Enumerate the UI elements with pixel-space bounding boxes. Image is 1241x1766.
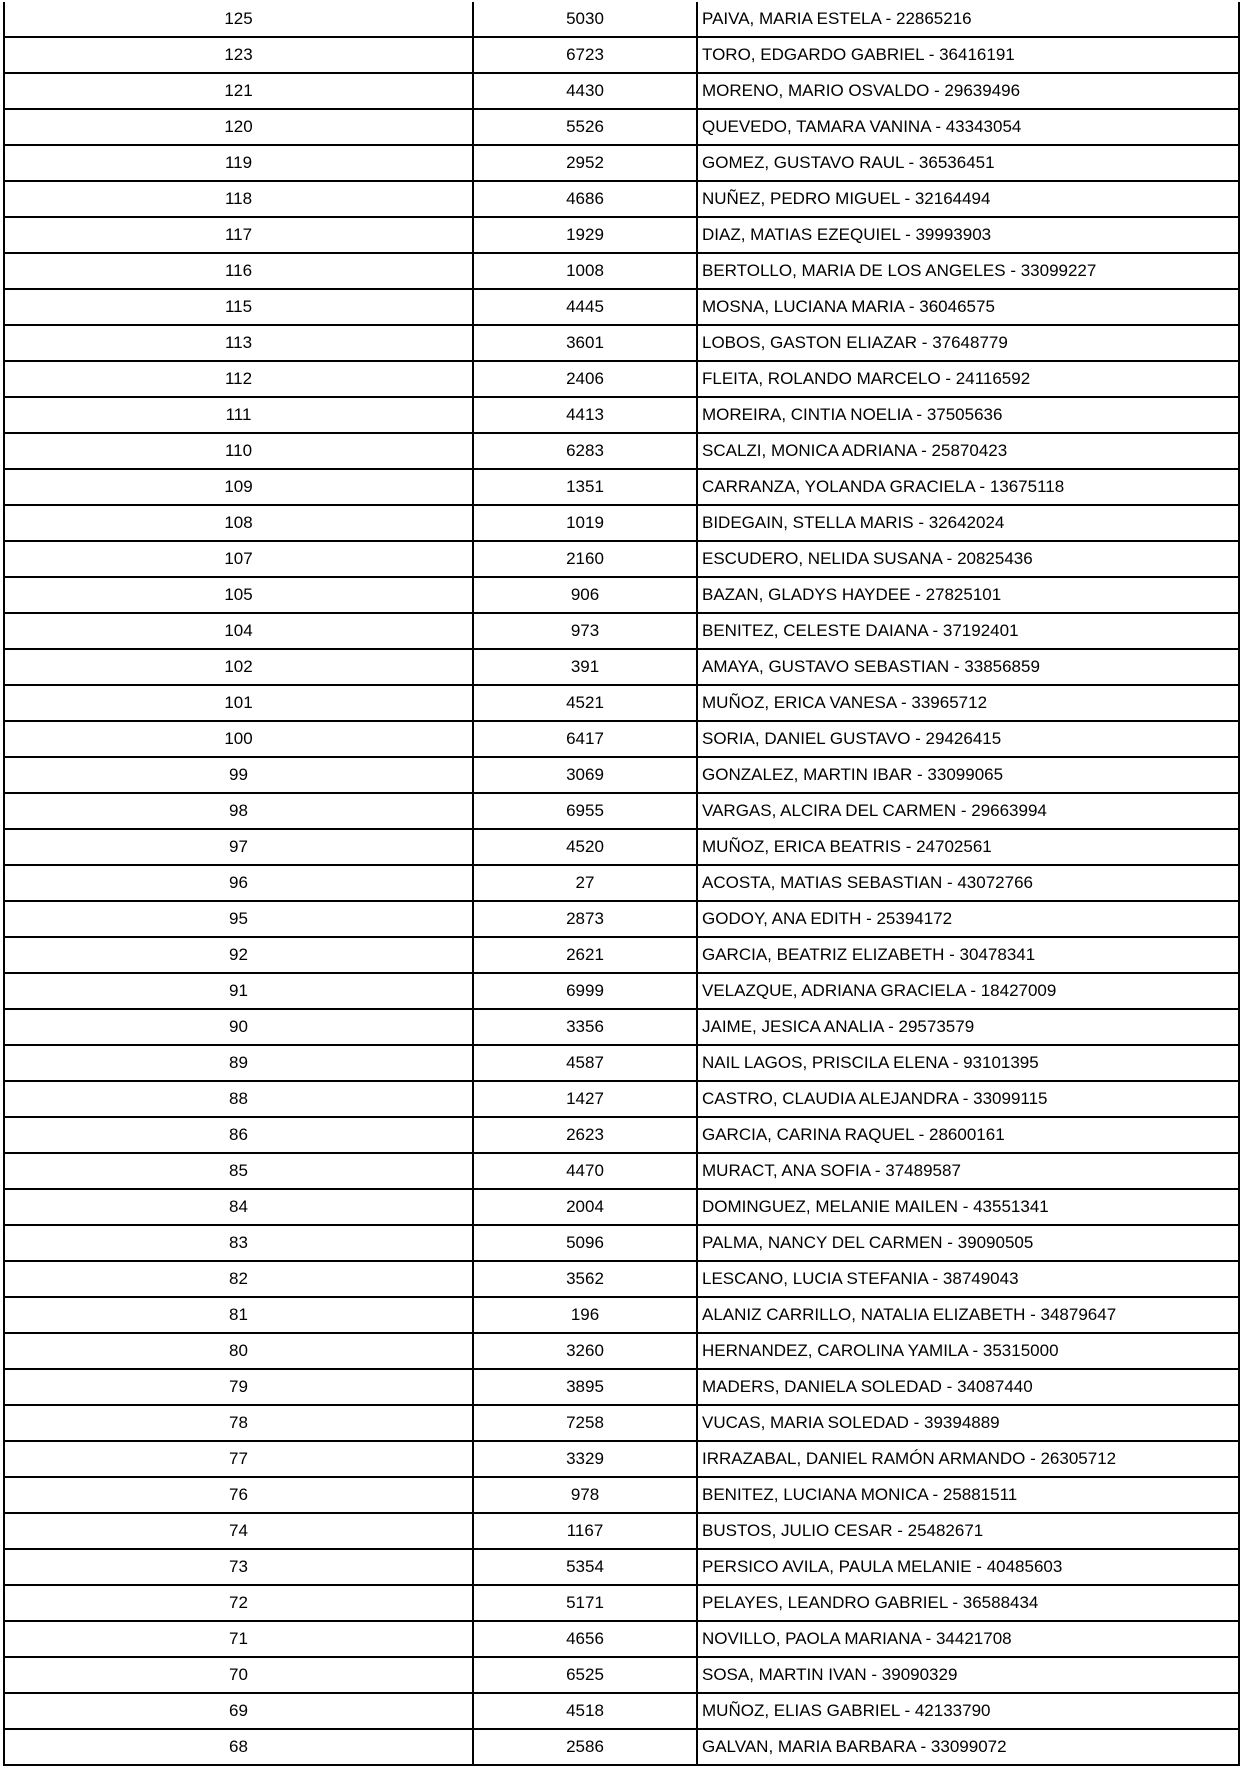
table-row [4, 1297, 1239, 1333]
file-number-cell: 973 [473, 613, 697, 649]
table-row [4, 1261, 1239, 1297]
table-row [4, 613, 1239, 649]
name-id-cell: MOREIRA, CINTIA NOELIA - 37505636 [697, 397, 1239, 433]
order-number-cell: 92 [4, 937, 473, 973]
table-row [4, 145, 1239, 181]
order-number-cell: 88 [4, 1081, 473, 1117]
name-id-cell: MUÑOZ, ELIAS GABRIEL - 42133790 [697, 1693, 1239, 1729]
table-row [4, 289, 1239, 325]
file-number-cell: 906 [473, 577, 697, 613]
name-id-cell: LOBOS, GASTON ELIAZAR - 37648779 [697, 325, 1239, 361]
order-number-cell: 104 [4, 613, 473, 649]
file-number-cell: 3562 [473, 1261, 697, 1297]
order-number-cell: 82 [4, 1261, 473, 1297]
table-row [4, 1405, 1239, 1441]
table-row [4, 217, 1239, 253]
file-number-cell: 1427 [473, 1081, 697, 1117]
name-id-cell: SCALZI, MONICA ADRIANA - 25870423 [697, 433, 1239, 469]
order-number-cell: 98 [4, 793, 473, 829]
table-row [4, 73, 1239, 109]
table-body [4, 2, 1239, 1765]
file-number-cell: 5096 [473, 1225, 697, 1261]
name-id-cell: SOSA, MARTIN IVAN - 39090329 [697, 1657, 1239, 1693]
file-number-cell: 978 [473, 1477, 697, 1513]
order-number-cell: 123 [4, 37, 473, 73]
name-id-cell: GARCIA, CARINA RAQUEL - 28600161 [697, 1117, 1239, 1153]
name-id-cell: NOVILLO, PAOLA MARIANA - 34421708 [697, 1621, 1239, 1657]
name-id-cell: ALANIZ CARRILLO, NATALIA ELIZABETH - 34879647 [697, 1297, 1239, 1333]
order-number-cell: 78 [4, 1405, 473, 1441]
name-id-cell: ACOSTA, MATIAS SEBASTIAN - 43072766 [697, 865, 1239, 901]
table-row [4, 1225, 1239, 1261]
order-number-cell: 70 [4, 1657, 473, 1693]
order-number-cell: 71 [4, 1621, 473, 1657]
order-number-cell: 69 [4, 1693, 473, 1729]
order-number-cell: 68 [4, 1729, 473, 1765]
table-row [4, 469, 1239, 505]
table-row [4, 505, 1239, 541]
name-id-cell: MURACT, ANA SOFIA - 37489587 [697, 1153, 1239, 1189]
file-number-cell: 1019 [473, 505, 697, 541]
name-id-cell: BENITEZ, CELESTE DAIANA - 37192401 [697, 613, 1239, 649]
file-number-cell: 5030 [473, 2, 697, 37]
order-number-cell: 120 [4, 109, 473, 145]
name-id-cell: BENITEZ, LUCIANA MONICA - 25881511 [697, 1477, 1239, 1513]
order-number-cell: 101 [4, 685, 473, 721]
file-number-cell: 3356 [473, 1009, 697, 1045]
name-id-cell: CARRANZA, YOLANDA GRACIELA - 13675118 [697, 469, 1239, 505]
table-row [4, 1693, 1239, 1729]
name-id-cell: GONZALEZ, MARTIN IBAR - 33099065 [697, 757, 1239, 793]
file-number-cell: 4587 [473, 1045, 697, 1081]
name-id-cell: MORENO, MARIO OSVALDO - 29639496 [697, 73, 1239, 109]
name-id-cell: NUÑEZ, PEDRO MIGUEL - 32164494 [697, 181, 1239, 217]
table-row [4, 1585, 1239, 1621]
order-number-cell: 117 [4, 217, 473, 253]
table-row [4, 541, 1239, 577]
table-row [4, 1657, 1239, 1693]
table-row [4, 361, 1239, 397]
order-number-cell: 118 [4, 181, 473, 217]
order-number-cell: 110 [4, 433, 473, 469]
name-id-cell: PELAYES, LEANDRO GABRIEL - 36588434 [697, 1585, 1239, 1621]
name-id-cell: MUÑOZ, ERICA BEATRIS - 24702561 [697, 829, 1239, 865]
table-row [4, 1729, 1239, 1765]
file-number-cell: 1351 [473, 469, 697, 505]
order-number-cell: 72 [4, 1585, 473, 1621]
file-number-cell: 6955 [473, 793, 697, 829]
table-row [4, 1369, 1239, 1405]
name-id-cell: MADERS, DANIELA SOLEDAD - 34087440 [697, 1369, 1239, 1405]
file-number-cell: 2160 [473, 541, 697, 577]
file-number-cell: 7258 [473, 1405, 697, 1441]
file-number-cell: 4430 [473, 73, 697, 109]
table-row [4, 973, 1239, 1009]
table-row [4, 325, 1239, 361]
table-row [4, 829, 1239, 865]
file-number-cell: 6525 [473, 1657, 697, 1693]
order-number-cell: 111 [4, 397, 473, 433]
table-row [4, 397, 1239, 433]
name-id-cell: MOSNA, LUCIANA MARIA - 36046575 [697, 289, 1239, 325]
order-number-cell: 105 [4, 577, 473, 613]
table-row [4, 1621, 1239, 1657]
name-id-cell: GOMEZ, GUSTAVO RAUL - 36536451 [697, 145, 1239, 181]
name-id-cell: PALMA, NANCY DEL CARMEN - 39090505 [697, 1225, 1239, 1261]
table-row [4, 937, 1239, 973]
table-row [4, 757, 1239, 793]
file-number-cell: 4686 [473, 181, 697, 217]
order-number-cell: 108 [4, 505, 473, 541]
file-number-cell: 5526 [473, 109, 697, 145]
name-id-cell: FLEITA, ROLANDO MARCELO - 24116592 [697, 361, 1239, 397]
table-row [4, 1117, 1239, 1153]
table-row [4, 253, 1239, 289]
order-number-cell: 102 [4, 649, 473, 685]
order-number-cell: 84 [4, 1189, 473, 1225]
table-row [4, 109, 1239, 145]
order-number-cell: 99 [4, 757, 473, 793]
name-id-cell: CASTRO, CLAUDIA ALEJANDRA - 33099115 [697, 1081, 1239, 1117]
name-id-cell: AMAYA, GUSTAVO SEBASTIAN - 33856859 [697, 649, 1239, 685]
name-id-cell: PAIVA, MARIA ESTELA - 22865216 [697, 2, 1239, 37]
table-row [4, 1477, 1239, 1513]
order-number-cell: 89 [4, 1045, 473, 1081]
order-number-cell: 109 [4, 469, 473, 505]
order-number-cell: 74 [4, 1513, 473, 1549]
file-number-cell: 1929 [473, 217, 697, 253]
file-number-cell: 1167 [473, 1513, 697, 1549]
file-number-cell: 6283 [473, 433, 697, 469]
name-id-cell: DIAZ, MATIAS EZEQUIEL - 39993903 [697, 217, 1239, 253]
file-number-cell: 4520 [473, 829, 697, 865]
order-number-cell: 77 [4, 1441, 473, 1477]
order-number-cell: 125 [4, 2, 473, 37]
file-number-cell: 2621 [473, 937, 697, 973]
table-row [4, 1333, 1239, 1369]
file-number-cell: 3601 [473, 325, 697, 361]
order-number-cell: 97 [4, 829, 473, 865]
order-number-cell: 113 [4, 325, 473, 361]
name-id-cell: VARGAS, ALCIRA DEL CARMEN - 29663994 [697, 793, 1239, 829]
file-number-cell: 1008 [473, 253, 697, 289]
table-row [4, 721, 1239, 757]
file-number-cell: 2004 [473, 1189, 697, 1225]
order-number-cell: 85 [4, 1153, 473, 1189]
table-row [4, 1153, 1239, 1189]
table-row [4, 793, 1239, 829]
name-id-cell: DOMINGUEZ, MELANIE MAILEN - 43551341 [697, 1189, 1239, 1225]
file-number-cell: 4445 [473, 289, 697, 325]
file-number-cell: 2406 [473, 361, 697, 397]
table-row [4, 901, 1239, 937]
name-id-cell: QUEVEDO, TAMARA VANINA - 43343054 [697, 109, 1239, 145]
order-number-cell: 91 [4, 973, 473, 1009]
name-id-cell: PERSICO AVILA, PAULA MELANIE - 40485603 [697, 1549, 1239, 1585]
order-number-cell: 90 [4, 1009, 473, 1045]
order-number-cell: 116 [4, 253, 473, 289]
file-number-cell: 3069 [473, 757, 697, 793]
file-number-cell: 27 [473, 865, 697, 901]
name-id-cell: LESCANO, LUCIA STEFANIA - 38749043 [697, 1261, 1239, 1297]
name-id-cell: GARCIA, BEATRIZ ELIZABETH - 30478341 [697, 937, 1239, 973]
name-id-cell: NAIL LAGOS, PRISCILA ELENA - 93101395 [697, 1045, 1239, 1081]
name-id-cell: BAZAN, GLADYS HAYDEE - 27825101 [697, 577, 1239, 613]
name-id-cell: BUSTOS, JULIO CESAR - 25482671 [697, 1513, 1239, 1549]
table-row [4, 1189, 1239, 1225]
name-id-cell: GALVAN, MARIA BARBARA - 33099072 [697, 1729, 1239, 1765]
table-row [4, 1045, 1239, 1081]
file-number-cell: 3895 [473, 1369, 697, 1405]
table-row [4, 433, 1239, 469]
file-number-cell: 3329 [473, 1441, 697, 1477]
order-number-cell: 112 [4, 361, 473, 397]
file-number-cell: 4521 [473, 685, 697, 721]
order-number-cell: 73 [4, 1549, 473, 1585]
table-row [4, 865, 1239, 901]
table-row [4, 1549, 1239, 1585]
table-row [4, 37, 1239, 73]
order-number-cell: 79 [4, 1369, 473, 1405]
name-id-cell: VELAZQUE, ADRIANA GRACIELA - 18427009 [697, 973, 1239, 1009]
order-number-cell: 81 [4, 1297, 473, 1333]
document-table [3, 2, 1240, 1766]
file-number-cell: 391 [473, 649, 697, 685]
name-id-cell: ESCUDERO, NELIDA SUSANA - 20825436 [697, 541, 1239, 577]
order-number-cell: 96 [4, 865, 473, 901]
file-number-cell: 4470 [473, 1153, 697, 1189]
table-row [4, 1513, 1239, 1549]
file-number-cell: 2873 [473, 901, 697, 937]
order-number-cell: 80 [4, 1333, 473, 1369]
order-number-cell: 95 [4, 901, 473, 937]
file-number-cell: 5354 [473, 1549, 697, 1585]
order-number-cell: 121 [4, 73, 473, 109]
table-row [4, 577, 1239, 613]
table-row [4, 1441, 1239, 1477]
order-number-cell: 86 [4, 1117, 473, 1153]
table-row [4, 1009, 1239, 1045]
name-id-cell: TORO, EDGARDO GABRIEL - 36416191 [697, 37, 1239, 73]
file-number-cell: 2586 [473, 1729, 697, 1765]
name-id-cell: SORIA, DANIEL GUSTAVO - 29426415 [697, 721, 1239, 757]
name-id-cell: HERNANDEZ, CAROLINA YAMILA - 35315000 [697, 1333, 1239, 1369]
order-number-cell: 119 [4, 145, 473, 181]
name-id-cell: BIDEGAIN, STELLA MARIS - 32642024 [697, 505, 1239, 541]
file-number-cell: 2623 [473, 1117, 697, 1153]
name-id-cell: MUÑOZ, ERICA VANESA - 33965712 [697, 685, 1239, 721]
name-id-cell: GODOY, ANA EDITH - 25394172 [697, 901, 1239, 937]
name-id-cell: VUCAS, MARIA SOLEDAD - 39394889 [697, 1405, 1239, 1441]
order-number-cell: 107 [4, 541, 473, 577]
file-number-cell: 6417 [473, 721, 697, 757]
order-number-cell: 76 [4, 1477, 473, 1513]
table-row [4, 685, 1239, 721]
name-id-cell: BERTOLLO, MARIA DE LOS ANGELES - 33099227 [697, 253, 1239, 289]
file-number-cell: 6999 [473, 973, 697, 1009]
order-number-cell: 83 [4, 1225, 473, 1261]
order-number-cell: 100 [4, 721, 473, 757]
file-number-cell: 4413 [473, 397, 697, 433]
table-row [4, 649, 1239, 685]
file-number-cell: 3260 [473, 1333, 697, 1369]
table-row [4, 181, 1239, 217]
file-number-cell: 2952 [473, 145, 697, 181]
name-id-cell: JAIME, JESICA ANALIA - 29573579 [697, 1009, 1239, 1045]
table-row [4, 2, 1239, 37]
order-number-cell: 115 [4, 289, 473, 325]
file-number-cell: 4518 [473, 1693, 697, 1729]
file-number-cell: 6723 [473, 37, 697, 73]
table-row [4, 1081, 1239, 1117]
name-id-cell: IRRAZABAL, DANIEL RAMÓN ARMANDO - 26305712 [697, 1441, 1239, 1477]
file-number-cell: 5171 [473, 1585, 697, 1621]
file-number-cell: 196 [473, 1297, 697, 1333]
file-number-cell: 4656 [473, 1621, 697, 1657]
